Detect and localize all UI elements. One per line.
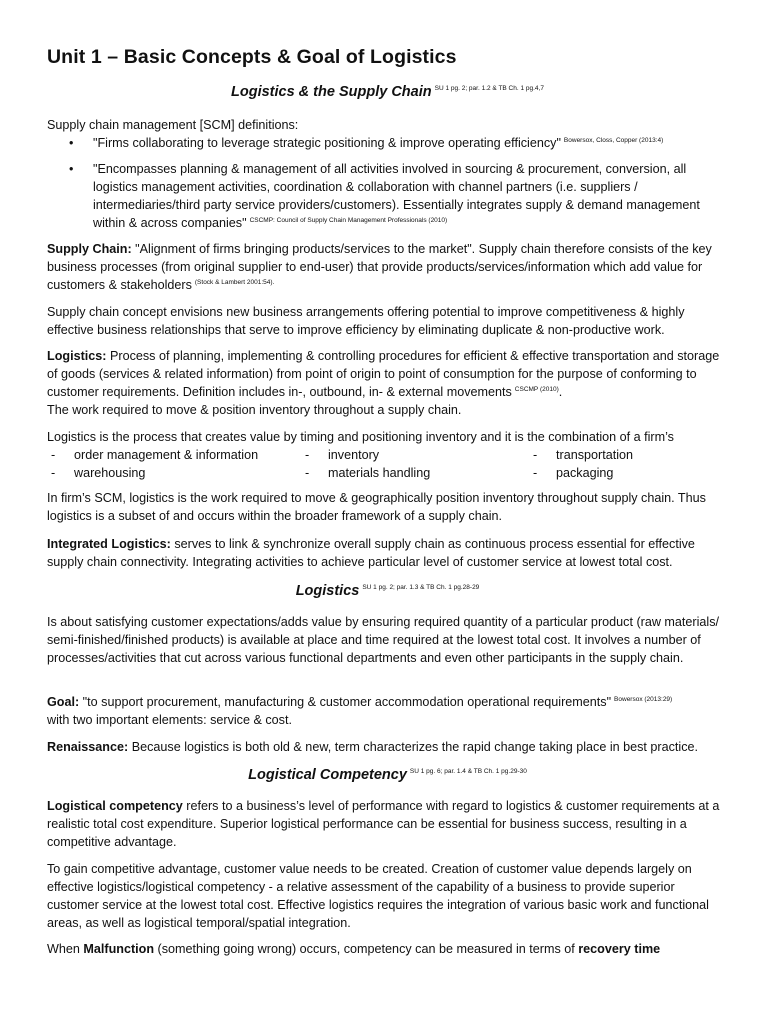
integrated-logistics-paragraph: Integrated Logistics: serves to link & synchronize overall supply chain as continuous process essential for effective supply chain connectivity. Integrating activities to achieve particular level of customer service at lowest total cost. bbox=[47, 537, 695, 569]
heading-reference: SU 1 pg. 2; par. 1.2 & TB Ch. 1 pg.4,7 bbox=[434, 85, 544, 92]
concept-paragraph: Supply chain concept envisions new business arrangements offering potential to improve competitiveness & highly effective business relationships that serve to improve efficiency by eliminating duplicate & non-productive work. bbox=[47, 305, 685, 337]
supply-chain-reference: (Stock & Lambert 2001:54). bbox=[194, 279, 275, 286]
work-text: The work required to move & position inventory throughout a supply chain. bbox=[47, 403, 462, 417]
integrated-logistics-label: Integrated Logistics: bbox=[47, 537, 171, 551]
renaissance-label: Renaissance: bbox=[47, 740, 129, 754]
bullet-icon: • bbox=[69, 136, 74, 150]
activity-list bbox=[47, 446, 728, 482]
renaissance-paragraph: Renaissance: Because logistics is both old & new, term characterizes the rapid change taking place in best practice. bbox=[47, 740, 699, 754]
definition-text: "Encompasses planning & management of all activities involved in sourcing & procurement, conversion, all logistics management activities, coordination & collaboration with channel partners (i.e. suppliers / intermediaries/third party service providers/customers). Essentially integrates supply & demand management within & across companies" bbox=[93, 162, 700, 230]
list-item bbox=[47, 134, 728, 152]
heading-text: Logistical Competency bbox=[248, 767, 407, 783]
competency-label: Logistical competency bbox=[47, 799, 183, 813]
logistics-intro-paragraph: Is about satisfying customer expectations/adds value by ensuring required quantity of a particular product (raw materials/ semi-finished/finished products) is available at place and time required at the lowest total cost. It involves a number of processes/activities that cut across various functional departments and even other participants in the supply chain. bbox=[47, 615, 720, 665]
section-heading-supply-chain bbox=[47, 84, 728, 100]
section-heading-competency bbox=[47, 767, 728, 783]
bullet-icon: • bbox=[69, 162, 74, 176]
scm-intro: Supply chain management [SCM] definitions: bbox=[47, 118, 299, 132]
supply-chain-paragraph bbox=[47, 240, 728, 294]
list-item: - transportation bbox=[533, 448, 634, 462]
dash-icon: - bbox=[533, 466, 538, 480]
competency-paragraph: Logistical competency refers to a business’s level of performance with regard to logistics & customer requirements at a realistic total cost expenditure. Superior logistical performance can be essential for business success, resulting in a competitive advantage. bbox=[47, 799, 720, 849]
list-item: - packaging bbox=[533, 466, 614, 480]
dash-icon: - bbox=[51, 448, 56, 462]
list-item: - inventory bbox=[305, 448, 380, 462]
definition-text: "Firms collaborating to leverage strategic positioning & improve operating efficiency" bbox=[93, 136, 561, 150]
scm-definitions-block bbox=[47, 116, 728, 232]
dash-icon: - bbox=[51, 466, 56, 480]
list-item: - order management & information bbox=[51, 448, 259, 462]
goal-reference: Bowersox (2013:29) bbox=[614, 696, 673, 703]
dash-icon: - bbox=[533, 448, 538, 462]
list-item: - warehousing bbox=[51, 466, 146, 480]
unit-title: Unit 1 – Basic Concepts & Goal of Logistics bbox=[47, 46, 457, 68]
recovery-label: recovery time bbox=[578, 942, 661, 956]
goal-paragraph: Goal: "to support procurement, manufacturing & customer accommodation operational requirements" $^{Bowersox (2013:29)}$ with two important elements: service & cost. bbox=[47, 695, 673, 727]
logistics-text: Process of planning, implementing & controlling procedures for efficient & effective transportation and storage of goods (services & related information) from point of origin to point of consumption for the purpose of conforming to customer requirements. Definition includes in-, outbound, in- & external movements bbox=[47, 349, 720, 399]
logistics-label: Logistics: bbox=[47, 349, 107, 363]
section-heading-logistics bbox=[47, 583, 728, 599]
advantage-paragraph: To gain competitive advantage, customer value needs to be created. Creation of customer value depends largely on effective logistics/logistical competency - a relative assessment of the capability of a business to provide superior customer service at the lowest total cost. Effective logistics requires the integration of various basic work and functional areas, as well as logistical temporal/spatial integration. bbox=[47, 862, 709, 930]
list-item: - materials handling bbox=[305, 466, 431, 480]
definition-reference: Bowersox, Closs, Copper (2013:4) bbox=[563, 137, 664, 144]
process-paragraph bbox=[47, 428, 728, 482]
malfunction-label: Malfunction bbox=[83, 942, 155, 956]
heading-reference: SU 1 pg. 6; par. 1.4 & TB Ch. 1 pg.29-30 bbox=[409, 768, 527, 775]
logistics-reference: CSCMP (2010) bbox=[514, 386, 559, 393]
list-item bbox=[47, 160, 728, 232]
heading-text: Logistics & the Supply Chain bbox=[231, 84, 432, 100]
dash-icon: - bbox=[305, 448, 310, 462]
heading-reference: SU 1 pg. 2; par. 1.3 & TB Ch. 1 pg.28-29 bbox=[362, 584, 480, 591]
supply-chain-label: Supply Chain: bbox=[47, 242, 132, 256]
goal-label: Goal: bbox=[47, 695, 80, 709]
heading-text: Logistics bbox=[295, 583, 360, 599]
logistics-paragraph: Logistics: Process of planning, implementing & controlling procedures for efficient & effective transportation and storage of goods (services & related information) from point of origin to point of consumption for the purpose of conforming to customer requirements. Definition includes in-, outbound, in- & external movements $^{CSCMP (2010)}$. The work required to move & position inventory throughout a supply chain. bbox=[47, 347, 728, 419]
malfunction-paragraph: When Malfunction (something going wrong) occurs, competency can be measured in terms of recovery time bbox=[47, 942, 661, 956]
scm-definition-list bbox=[47, 134, 728, 232]
process-text: Logistics is the process that creates value by timing and positioning inventory and it is the combination of a firm’s bbox=[47, 430, 674, 444]
supply-chain-text: "Alignment of firms bringing products/services to the market". Supply chain therefore consists of the key business processes (from original supplier to end-user) that provide products/services/information which add value for customers & stakeholders bbox=[47, 242, 712, 292]
scm-work-paragraph: In firm’s SCM, logistics is the work required to move & geographically position inventory throughout supply chain. Thus logistics is a subset of and occurs within the broader framework of a supply chain. bbox=[47, 491, 706, 523]
definition-reference: CSCMP: Council of Supply Chain Management Professionals (2010) bbox=[249, 217, 448, 224]
dash-icon: - bbox=[305, 466, 310, 480]
